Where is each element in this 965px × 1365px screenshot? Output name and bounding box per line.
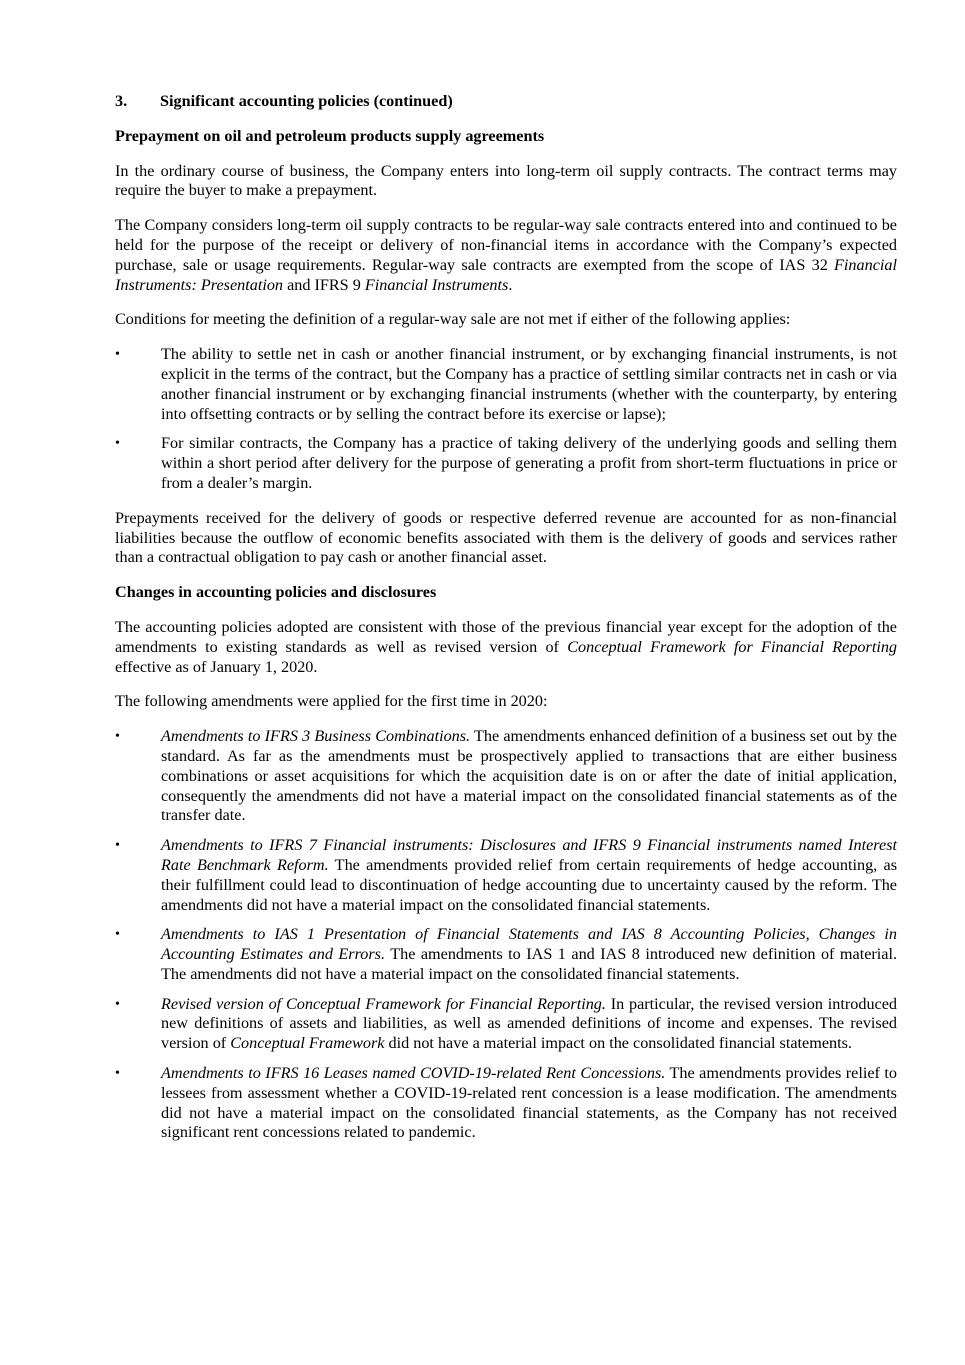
text-run: The accounting policies adopted are consistent with those of the previous financial year except for the adoption of the amendments to existing standards as well as revised version of bbox=[115, 617, 897, 656]
italic-run: Conceptual Framework bbox=[230, 1034, 385, 1053]
italic-run: Financial Instruments bbox=[364, 275, 509, 294]
text-run: The amendments provides relief to lessees from assessment whether a COVID-19-related rent concession is a lease modification. The amendments did not have a material impact on the consolidated financial statements, as the Company has not received significant rent concessions related to pandemic. bbox=[161, 1064, 897, 1142]
bullet-icon: • bbox=[115, 927, 120, 943]
list-item bbox=[115, 836, 897, 915]
list-item-text: The ability to settle net in cash or another financial instrument, or by exchanging financial instruments, is not explicit in the terms of the contract, but the Company has a practice of settling similar contracts net in cash or via another financial instrument or by exchanging financial instruments (whether with the counterparty, by entering into offsetting contracts or by selling the contract before its exercise or lapse); bbox=[161, 345, 897, 423]
prepayment-paragraph-4: Prepayments received for the delivery of goods or respective deferred revenue are accounted for as non-financial liabilities because the outflow of economic benefits associated with them is the delivery of goods and services rather than a contractual obligation to pay cash or another financial asset. bbox=[115, 508, 897, 567]
section-heading bbox=[115, 92, 897, 112]
section-title: Significant accounting policies (continued) bbox=[160, 92, 453, 110]
amendments-list bbox=[115, 727, 897, 1143]
section-number: 3. bbox=[115, 92, 128, 110]
list-item bbox=[115, 925, 897, 984]
list-item bbox=[115, 434, 897, 493]
list-item-text: For similar contracts, the Company has a practice of taking delivery of the underlying goods and selling them within a short period after delivery for the purpose of generating a profit from short-term fluctuations in price or from a dealer’s margin. bbox=[161, 434, 897, 492]
changes-paragraph-1 bbox=[115, 618, 897, 677]
text-run: and IFRS 9 bbox=[283, 275, 365, 294]
list-item bbox=[115, 995, 897, 1054]
bullet-icon: • bbox=[115, 838, 120, 854]
page-content bbox=[115, 92, 897, 1158]
italic-run: Amendments to IFRS 3 Business Combinations. bbox=[161, 727, 471, 746]
text-run: The Company considers long-term oil supply contracts to be regular-way sale contracts entered into and continued to be held for the purpose of the receipt or delivery of non-financial items in accordance with the Company’s expected purchase, sale or usage requirements. Regular-way sale contracts are exempted from the scope of IAS 32 bbox=[115, 216, 897, 274]
bullet-icon: • bbox=[115, 436, 120, 452]
prepayment-heading: Prepayment on oil and petroleum products supply agreements bbox=[115, 126, 545, 145]
text-run: did not have a material impact on the consolidated financial statements. bbox=[384, 1034, 852, 1053]
conditions-list bbox=[115, 345, 897, 494]
text-run: The amendments provided relief from certain requirements of hedge accounting, as their fulfillment could lead to discontinuation of hedge accounting due to uncertainty caused by the reform. The amendments did not have a material impact on the consolidated financial statements. bbox=[161, 855, 897, 914]
prepayment-paragraph-3: Conditions for meeting the definition of a regular-way sale are not met if either of the following applies: bbox=[115, 310, 791, 329]
list-item bbox=[115, 1064, 897, 1143]
text-run: The amendments enhanced definition of a business set out by the standard. As far as the amendments must be prospectively applied to transactions that are either business combinations or asset acquisitions for which the acquisition date is on or after the date of initial application, consequently the amendments did not have a material impact on the consolidated financial statements as of the transfer date. bbox=[161, 727, 897, 825]
changes-heading: Changes in accounting policies and disclosures bbox=[115, 583, 437, 602]
bullet-icon: • bbox=[115, 729, 120, 745]
prepayment-paragraph-1: In the ordinary course of business, the Company enters into long-term oil supply contracts. The contract terms may require the buyer to make a prepayment. bbox=[115, 161, 897, 200]
bullet-icon: • bbox=[115, 1066, 120, 1082]
italic-run: Amendments to IAS 1 Presentation of Financial Statements and IAS 8 Accounting Policies, Changes in Accounting Estimates and Errors. bbox=[161, 925, 897, 964]
italic-run: Conceptual Framework for Financial Reporting bbox=[567, 637, 898, 656]
italic-run: Revised version of Conceptual Framework for Financial Reporting. bbox=[161, 994, 606, 1013]
list-item bbox=[115, 345, 897, 424]
text-run: effective as of January 1, 2020. bbox=[115, 657, 318, 676]
italic-run: Financial Instruments: Presentation bbox=[115, 255, 897, 294]
text-run: . bbox=[508, 275, 513, 294]
text-run: The amendments to IAS 1 and IAS 8 introduced new definition of material. The amendments did not have a material impact on the consolidated financial statements. bbox=[161, 945, 898, 983]
changes-paragraph-2: The following amendments were applied for the first time in 2020: bbox=[115, 692, 548, 711]
prepayment-paragraph-2 bbox=[115, 216, 897, 295]
bullet-icon: • bbox=[115, 347, 120, 363]
italic-run: Amendments to IFRS 16 Leases named COVID-19-related Rent Concessions. bbox=[161, 1064, 666, 1083]
text-run: In particular, the revised version introduced new definitions of assets and liabilities, as well as amended definitions of income and expenses. The revised version of bbox=[161, 994, 898, 1053]
list-item bbox=[115, 727, 897, 826]
italic-run: Amendments to IFRS 7 Financial instruments: Disclosures and IFRS 9 Financial instruments named Interest Rate Benchmark Reform. bbox=[161, 836, 897, 874]
bullet-icon: • bbox=[115, 996, 120, 1012]
